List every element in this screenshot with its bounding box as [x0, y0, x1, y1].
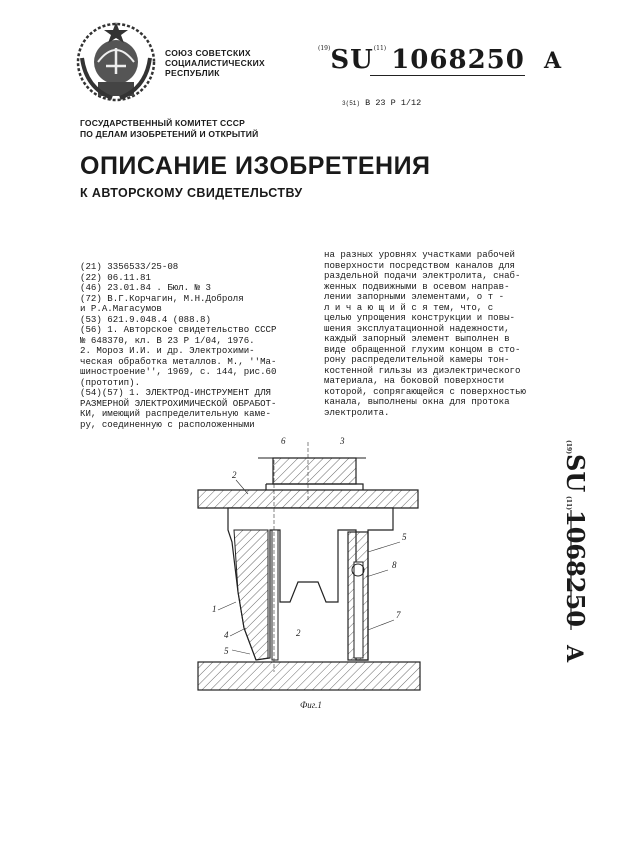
- bib-line: (21) 3356533/25-08: [80, 261, 179, 272]
- claim-line: канала, выполнены окна для протока: [324, 396, 510, 407]
- claim-line: костенной гильзы из диэлектрического: [324, 364, 521, 376]
- stamp-code-11: (11): [565, 496, 572, 511]
- claim-line: виде обращенной глухим концом в сто-: [324, 343, 521, 355]
- document-title: ОПИСАНИЕ ИЗОБРЕТЕНИЯ: [80, 152, 431, 180]
- figure-label-8: 8: [392, 560, 397, 570]
- stamp-number: 1068250: [561, 510, 590, 627]
- technical-drawing: [188, 432, 428, 702]
- committee-line: ПО ДЕЛАМ ИЗОБРЕТЕНИЙ И ОТКРЫТИЙ: [80, 129, 259, 139]
- claim-line: л и ч а ю щ и й с я тем, что, с: [324, 301, 494, 313]
- ipc-class: В 23 Р 1/12: [365, 98, 422, 108]
- figure-label-5b: 5: [224, 646, 229, 656]
- claim-line: на разных уровнях участками рабочей: [324, 249, 515, 260]
- claim-line: рону распределительной камеры тон-: [324, 354, 510, 365]
- union-line: РЕСПУБЛИК: [165, 68, 220, 78]
- code-19: (19): [318, 45, 331, 52]
- country-code: SU: [330, 45, 374, 75]
- bib-line: КИ, имеющий распределительную каме-: [80, 408, 271, 419]
- patent-number: 1068250: [391, 45, 525, 75]
- claim-line: электролита.: [324, 406, 390, 418]
- claim-line: шения эксплуатационной надежности,: [324, 322, 510, 334]
- claim-line: женных подвижными в осевом направ-: [324, 280, 510, 292]
- bibliography-column: [80, 262, 276, 430]
- bib-line: шиностроение'', 1969, с. 144, рис.60: [80, 366, 277, 377]
- committee: [80, 118, 258, 140]
- document-kind: A: [543, 48, 562, 74]
- bib-line: (72) В.Г.Корчагин, М.Н.Доброля: [80, 292, 244, 304]
- document-subtitle: К АВТОРСКОМУ СВИДЕТЕЛЬСТВУ: [80, 186, 303, 200]
- figure-label-3: 3: [340, 436, 345, 446]
- claim-line: лении запорными элементами, о т -: [324, 291, 505, 302]
- bib-line: (46) 23.01.84 . Бюл. № 3: [80, 282, 211, 293]
- code-11: (11): [373, 45, 387, 52]
- claim-line: целью упрощения конструкции и повы-: [324, 312, 515, 323]
- claim-column: [324, 250, 526, 418]
- bib-line: ческая обработка металлов. М., ''Ма-: [80, 355, 277, 367]
- figure-label-1: 1: [212, 604, 217, 614]
- claim-line: поверхности посредством каналов для: [324, 259, 515, 271]
- document-number: [318, 45, 561, 75]
- vertical-patent-stamp: [545, 440, 590, 670]
- claim-line: которой, сопрягающейся с поверхностью: [324, 385, 526, 397]
- ussr-coat-of-arms-icon: [72, 18, 160, 106]
- bib-line: (22) 06.11.81: [80, 271, 151, 283]
- bib-line: РАЗМЕРНОЙ ЭЛЕКТРОХИМИЧЕСКОЙ ОБРАБОТ-: [80, 397, 277, 409]
- ipc-classification: [342, 98, 421, 108]
- union-line: СОЦИАЛИСТИЧЕСКИХ: [165, 58, 265, 68]
- committee-line: ГОСУДАРСТВЕННЫЙ КОМИТЕТ СССР: [80, 118, 245, 128]
- stamp-country: SU: [561, 454, 590, 493]
- bib-line: (54)(57) 1. ЭЛЕКТРОД-ИНСТРУМЕНТ ДЛЯ: [80, 387, 271, 398]
- bib-line: 2. Мороз И.И. и др. Электрохими-: [80, 345, 255, 356]
- stamp-code-19: (19): [565, 440, 572, 455]
- figure-label-2b: 2: [296, 628, 301, 638]
- figure-label-4: 4: [224, 630, 229, 640]
- figure-label-6: 6: [281, 436, 286, 446]
- union-name: [165, 48, 265, 78]
- bib-line: (53) 621.9.048.4 (088.8): [80, 313, 211, 325]
- figure-label-2: 2: [232, 470, 237, 480]
- figure-label-7: 7: [396, 610, 401, 620]
- stamp-kind: A: [561, 645, 587, 663]
- figure-caption: Фиг.1: [300, 700, 322, 710]
- bib-line: и Р.А.Магасумов: [80, 303, 162, 314]
- bib-line: (прототип).: [80, 376, 141, 388]
- figure-label-5: 5: [402, 532, 407, 542]
- bib-line: № 648370, кл. В 23 Р 1/04, 1976.: [80, 334, 255, 346]
- number-underline: [370, 75, 525, 76]
- bib-line: ру, соединенную с расположенными: [80, 418, 255, 430]
- claim-line: раздельной подачи электролита, снаб-: [324, 270, 521, 281]
- claim-line: каждый запорный элемент выполнен в: [324, 333, 510, 344]
- union-line: СОЮЗ СОВЕТСКИХ: [165, 48, 251, 58]
- bib-line: (56) 1. Авторское свидетельство СССР: [80, 324, 277, 335]
- ipc-code: 3(51): [342, 100, 361, 107]
- claim-line: материала, на боковой поверхности: [324, 375, 505, 386]
